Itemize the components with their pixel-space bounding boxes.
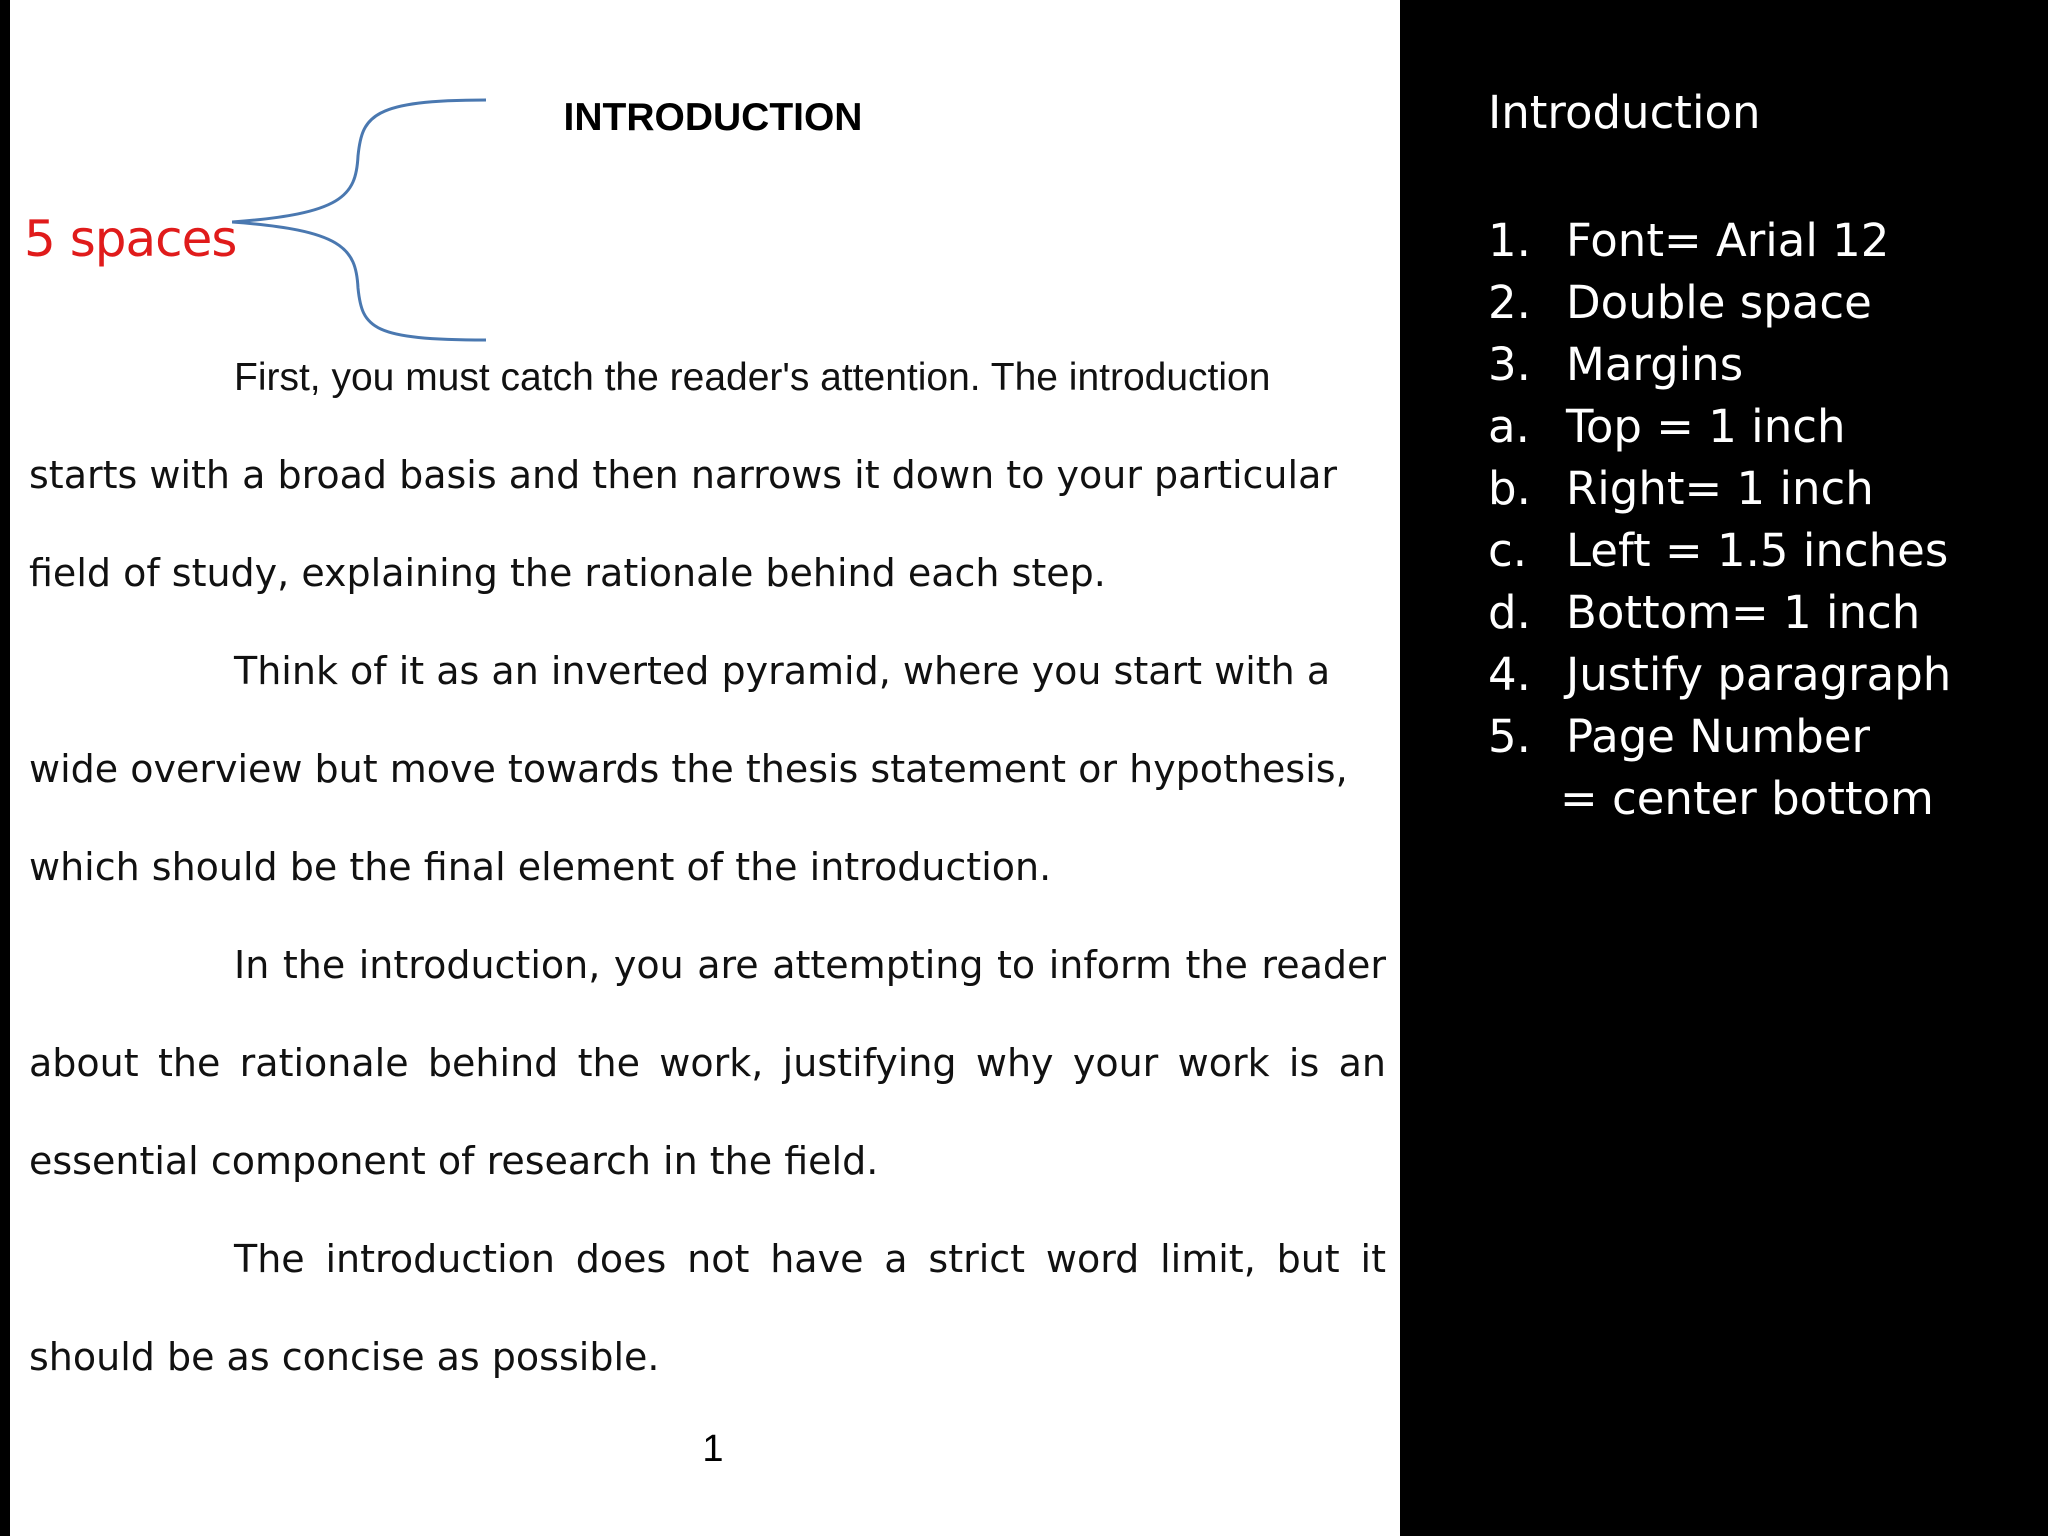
- notes-item: [1488, 648, 1952, 701]
- paragraph-line: [234, 1237, 1386, 1281]
- paragraph-line-text: about the rationale behind the work, justifying why your work is an: [29, 1041, 1386, 1085]
- item-text: Bottom= 1 inch: [1566, 586, 1921, 639]
- item-marker: 4.: [1488, 648, 1531, 701]
- paragraph-line: should be as concise as possible.: [29, 1335, 660, 1379]
- notes-item: [1488, 586, 1921, 639]
- item-marker: 5.: [1488, 710, 1531, 763]
- paragraph-line: which should be the final element of the introduction.: [29, 845, 1052, 889]
- notes-item: [1488, 214, 1890, 267]
- item-marker: 1.: [1488, 214, 1531, 267]
- notes-item: [1488, 338, 1744, 391]
- paragraph-line: field of study, explaining the rationale behind each step.: [29, 551, 1106, 595]
- item-text: Right= 1 inch: [1566, 462, 1874, 515]
- paragraph-line: First, you must catch the reader's attention. The introduction: [234, 356, 1271, 399]
- item-marker: 3.: [1488, 338, 1531, 391]
- paragraph-line: [234, 943, 1386, 987]
- item-text: Font= Arial 12: [1566, 214, 1890, 267]
- paragraph-line: starts with a broad basis and then narrows it down to your particular: [29, 453, 1337, 497]
- paragraph-line-text: The introduction does not have a strict word limit, but it: [234, 1237, 1386, 1281]
- spacing-annotation: 5 spaces: [24, 210, 237, 268]
- brace-annotation: [232, 96, 492, 356]
- notes-item-continuation: = center bottom: [1560, 772, 1934, 825]
- paragraph-line: essential component of research in the field.: [29, 1139, 879, 1183]
- item-text: Double space: [1566, 276, 1872, 329]
- item-marker: a.: [1488, 400, 1530, 453]
- item-text: Justify paragraph: [1566, 648, 1952, 701]
- paragraph-line: wide overview but move towards the thesis statement or hypothesis,: [29, 747, 1348, 791]
- item-marker: 2.: [1488, 276, 1531, 329]
- paragraph-line-text: In the introduction, you are attempting to inform the reader: [234, 943, 1386, 987]
- document-page: [10, 0, 1400, 1536]
- item-text: Margins: [1566, 338, 1744, 391]
- paragraph-line: Think of it as an inverted pyramid, where you start with a: [234, 649, 1331, 693]
- notes-item: [1488, 276, 1872, 329]
- item-text: Top = 1 inch: [1566, 400, 1846, 453]
- item-marker: d.: [1488, 586, 1531, 639]
- notes-item: [1488, 524, 1949, 577]
- notes-title: Introduction: [1488, 86, 1761, 139]
- notes-item: [1488, 710, 1871, 763]
- page-number: 1: [702, 1428, 724, 1470]
- item-marker: c.: [1488, 524, 1528, 577]
- item-text: Page Number: [1566, 710, 1871, 763]
- item-marker: b.: [1488, 462, 1531, 515]
- item-text: Left = 1.5 inches: [1566, 524, 1949, 577]
- paragraph-line: [29, 1041, 1386, 1085]
- page-heading: INTRODUCTION: [563, 96, 863, 139]
- notes-item: [1488, 462, 1874, 515]
- notes-item: [1488, 400, 1846, 453]
